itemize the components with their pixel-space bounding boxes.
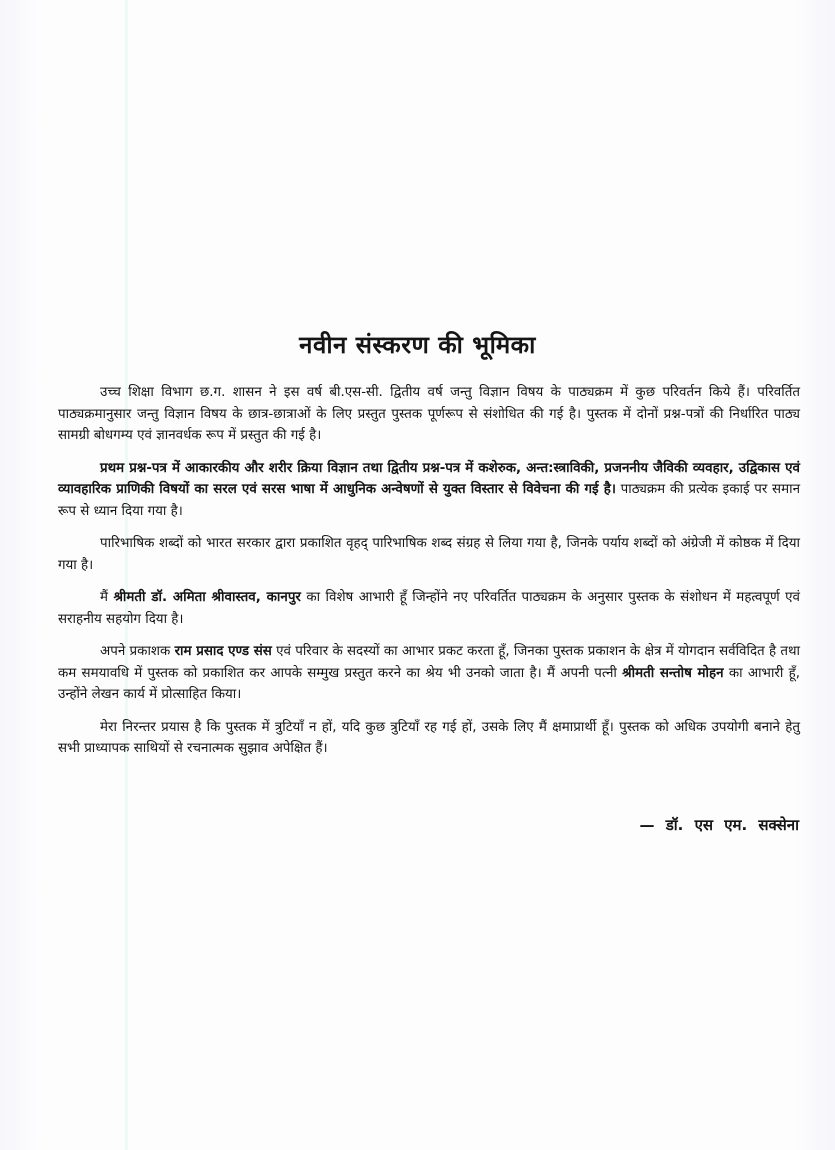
paragraph bbox=[58, 587, 800, 630]
text-segment: पाठ्यक्रम की प्रत्येक इकाई पर समान रूप से ध्यान दिया गया है। bbox=[58, 482, 801, 519]
bold-text: राम प्रसाद एण्ड संस bbox=[174, 644, 272, 659]
text-segment: एवं परिवार के सदस्यों का आभार प्रकट करता हूँ, जिनका पुस्तक प्रकाशन के क्षेत्र में योगदान सर्वविदित है तथा कम समयावधि में पुस्तक को प्रकाशित कर आपके सम्मुख प्रस्तुत करने का श्रेय भी उनको जाता है। मैं अपनी पत्नी bbox=[58, 644, 800, 681]
text-segment: का आभारी हूँ, उन्होंने लेखन कार्य में प्रोत्साहित किया। bbox=[58, 665, 800, 702]
paragraph bbox=[58, 641, 800, 706]
text-segment: का विशेष आभारी हूँ जिन्होंने नए परिवर्तित पाठ्यक्रम के अनुसार पुस्तक के संशोधन में महत्वपूर्ण एवं सराहनीय सहयोग दिया है। bbox=[58, 590, 800, 627]
bold-text: श्रीमती डॉ. अमिता श्रीवास्तव, कानपुर bbox=[113, 590, 301, 605]
text-segment: पारिभाषिक शब्दों को भारत सरकार द्वारा प्रकाशित वृहद् पारिभाषिक शब्द संग्रह से लिया गया है, जिनके पर्याय शब्दों को अंग्रेजी में कोष्ठक में दिया गया है। bbox=[58, 536, 800, 573]
text-segment: मेरा निरन्तर प्रयास है कि पुस्तक में त्रुटियाँ न हों, यदि कुछ त्रुटियाँ रह गई हों, उसके लिए मैं क्षमाप्रार्थी हूँ। पुस्तक को अधिक उपयोगी बनाने हेतु सभी प्राध्यापक साथियों से रचनात्मक सुझाव अपेक्षित हैं। bbox=[58, 719, 800, 756]
paragraph bbox=[58, 533, 800, 576]
bold-text: श्रीमती सन्तोष मोहन bbox=[622, 665, 724, 681]
page-title: नवीन संस्करण की भूमिका bbox=[299, 331, 536, 360]
preface-body bbox=[58, 382, 800, 771]
text-segment: उच्च शिक्षा विभाग छ.ग. शासन ने इस वर्ष बी.एस-सी. द्वितीय वर्ष जन्तु विज्ञान विषय के पाठ्यक्रम में कुछ परिवर्तन किये हैं। परिवर्तित पाठ्यक्रमानुसार जन्तु विज्ञान विषय के छात्र-छात्राओं के लिए प्रस्तुत पुस्तक पूर्णरूप से संशोधित की गई है। पुस्तक में दोनों प्रश्न-पत्रों की निर्धारित पाठ्य सामग्री बोधगम्य एवं ज्ञानवर्धक रूप में प्रस्तुत की गई है। bbox=[58, 385, 800, 443]
text-segment: मैं bbox=[100, 590, 114, 605]
author-signature: — डॉ. एस एम. सक्सेना bbox=[639, 816, 799, 834]
paragraph bbox=[58, 382, 800, 447]
bold-text: प्रथम प्रश्न-पत्र में आकारकीय और शरीर क्रिया विज्ञान तथा द्वितीय प्रश्न-पत्र में कशेरुक, अन्त:स्त्राविकी, प्रजननीय जैविकी व्यवहार, उद्विकास एवं व्यावहारिक प्राणिकी विषयों का सरल एवं सरस भाषा में आधुनिक अन्वेषणों से युक्त विस्तार से विवेचना की गई है। bbox=[58, 460, 800, 497]
paragraph bbox=[58, 458, 800, 523]
paragraph bbox=[58, 717, 800, 760]
text-segment: अपने प्रकाशक bbox=[100, 644, 175, 659]
